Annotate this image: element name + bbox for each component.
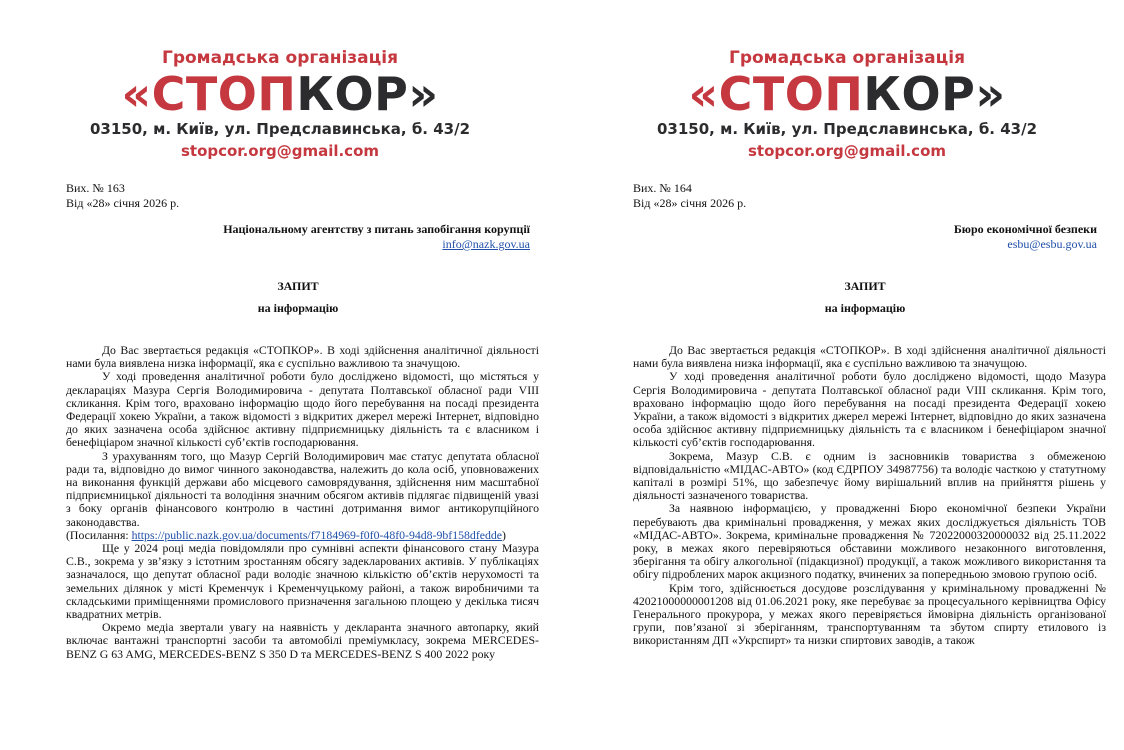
reference-number: Вих. № 163: [66, 181, 125, 195]
reference-date: Від «28» січня 2026 р.: [633, 196, 747, 210]
brand-logo: «СТОПКОР»: [121, 67, 439, 121]
paragraph: Ще у 2024 році медіа повідомляли про сумнівні аспекти фінансового стану Мазура С.В., зокрема у зв’язку з істотним зростанням обсягу задекларованих активів. У публікаціях зазначалося, що депутат обласної ради володіє значною кількістю об’єктів нерухомості та земельних ділянок у місті Кременчук і Кременчуцькому районі, а також виробничими та складськими приміщеннями промислового призначення загальною площею у декілька тисяч квадратних метрів.: [66, 541, 539, 622]
reference-number: Вих. № 164: [633, 181, 692, 195]
paragraph: З урахуванням того, що Мазур Сергій Володимирович має статус депутата обласної ради та, відповідно до вимог чинного законодавства, належить до кола осіб, уповноважених на виконання функцій держави або місцевого самоврядування, здійснення ним масштабної підприємницької діяльності та володіння значним обсягом активів підлягає підвищеній увазі з боку органів фінансового контролю в частині дотримання вимог антикорупційного законодавства.: [66, 448, 539, 529]
addressee-block: [223, 222, 530, 252]
document-right: [577, 0, 1117, 750]
addressee-name: Бюро економічної безпеки: [953, 222, 1097, 236]
paragraph: Зокрема, Мазур С.В. є одним із засновників товариства з обмеженою відповідальністю «МІДАС-АВТО» (код ЄДРПОУ 34987756) та володіє часткою у статутному капіталі в розмірі 51%, що забезпечує йому вирішальний вплив на прийняття рішень у діяльності зазначеного товариства.: [633, 448, 1106, 503]
org-address: 03150, м. Київ, ул. Предславинська, б. 43/2: [89, 120, 471, 138]
reference-block: [66, 181, 179, 211]
request-subtitle: на інформацію: [824, 301, 906, 315]
paragraph: До Вас звертається редакція «СТОПКОР». В ході здійснення аналітичної діяльності нами була виявлена низка інформації, яка є суспільно важливою та значущою.: [633, 343, 1106, 371]
brand-logo: «СТОПКОР»: [688, 67, 1006, 121]
paragraph: Окремо медіа звертали увагу на наявність у декларанта значного автопарку, який включає вантажні транспортні засоби та автомобілі преміумкласу, зокрема MERCEDES-BENZ G 63 AMG, MERCEDES-BENZ S 350 D та MERCEDES-BENZ S 400 2022 року: [66, 620, 539, 661]
addressee-name: Національному агентству з питань запобігання корупції: [223, 222, 530, 236]
org-line: Громадська організація: [729, 48, 965, 68]
org-email: stopcor.org@gmail.com: [180, 142, 380, 160]
paragraph: У ході проведення аналітичної роботи було досліджено відомості, що містяться у деклараціях Мазура Сергія Володимировича - депутата Полтавської обласної ради VIII скликання. Крім того, враховано інформацію щодо його перебування на посаді президента Федерації хокею України, а також відомості з відкритих джерел мережі Інтернет, відповідно до яких зазначена особа здійснює активну підприємницьку діяльність та є власником і бенефіціаром значної кількості суб’єктів господарювання.: [66, 369, 539, 450]
org-address: 03150, м. Київ, ул. Предславинська, б. 43/2: [656, 120, 1038, 138]
org-line: Громадська організація: [162, 48, 398, 68]
source-link-line: (Посилання: https://public.nazk.gov.ua/documents/f7184969-f0f0-48f0-94d8-9bf158dfedde): [66, 527, 506, 542]
addressee-email[interactable]: esbu@esbu.gov.ua: [1007, 237, 1097, 251]
paragraph: За наявною інформацією, у провадженні Бюро економічної безпеки України перебувають два кримінальні провадження, у межах яких досліджується діяльність ТОВ «МІДАС-АВТО». Зокрема, кримінальне провадження № 72022000320000032 від 25.11.2022 року, в межах якого перевіряються обставини можливого незаконного виготовлення, зберігання та обігу алкогольної (підакцизної) продукції, а також можливого використання та обігу підроблених марок акцизного податку, вчинених за попередньою змовою групою осіб.: [633, 501, 1106, 582]
request-title: ЗАПИТ: [277, 279, 319, 293]
request-subtitle: на інформацію: [257, 301, 339, 315]
paragraph: У ході проведення аналітичної роботи було досліджено відомості, щодо Мазура Сергія Володимировича - депутата Полтавської обласної ради VIII скликання. Крім того, враховано інформацію щодо його перебування на посаді президента Федерації хокею України, а також відомості з відкритих джерел мережі Інтернет, відповідно до яких зазначена особа здійснює активну підприємницьку діяльність та є власником і бенефіціаром значної кількості суб’єктів господарювання.: [633, 369, 1106, 450]
source-link[interactable]: https://public.nazk.gov.ua/documents/f7184969-f0f0-48f0-94d8-9bf158dfedde: [131, 527, 503, 542]
reference-block: [633, 181, 746, 211]
paragraph: Крім того, здійснюється досудове розслідування у кримінальному провадженні № 42021000000001208 від 01.06.2021 року, яке перебуває за процесуального керівництва Офісу Генерального прокурора, у межах якого перевіряється ймовірна діяльність організованої групи, пов’язаної зі зберіганням, транспортуванням та збутом спирту етилового із використанням ДП «Укрспирт» та низки спиртових заводів, а також: [633, 580, 1106, 648]
letter-body: [633, 344, 1106, 648]
request-title: ЗАПИТ: [844, 279, 886, 293]
addressee-block: [954, 222, 1097, 252]
addressee-email[interactable]: info@nazk.gov.ua: [442, 237, 530, 251]
document-left: [10, 0, 550, 750]
org-email: stopcor.org@gmail.com: [747, 142, 947, 160]
reference-date: Від «28» січня 2026 р.: [66, 196, 180, 210]
paragraph: До Вас звертається редакція «СТОПКОР». В ході здійснення аналітичної діяльності нами була виявлена низка інформації, яка є суспільно важливою та значущою.: [66, 343, 539, 371]
letter-body: [66, 344, 539, 661]
